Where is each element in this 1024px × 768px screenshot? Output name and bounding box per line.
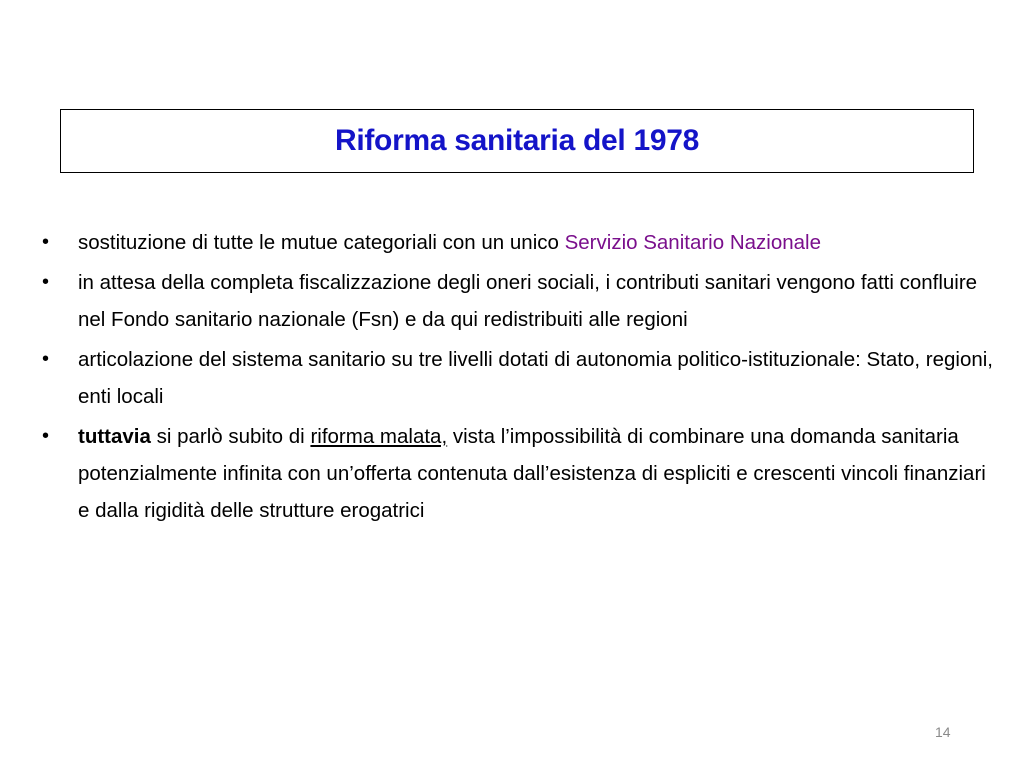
bullet-list [40,224,1000,532]
bullet-item-4 [40,418,1000,529]
bullet-3-text: articolazione del sistema sanitario su tre livelli dotati di autonomia politico-istituzionale: Stato, regioni, enti locali [78,348,993,408]
bullet-4-text-b: vista l’impossibilità di combinare una domanda sanitaria potenzialmente infinita con un’offerta contenuta dall’esistenza di espliciti e crescenti vincoli finanziari e dalla rigidità delle strutture erogatrici [78,425,986,522]
bullet-item-1 [40,224,1000,261]
page-number: 14 [935,724,951,740]
bullet-dot-icon: • [42,231,50,253]
bullet-item-3 [40,341,1000,415]
bullet-dot-icon: • [42,348,50,370]
bullet-dot-icon: • [42,271,50,293]
bullet-4-text-a: si parlò subito di [150,425,311,448]
bullet-1-text: sostituzione di tutte le mutue categoriali con un unico [78,231,565,254]
bullet-4-underlined: riforma malata, [310,425,448,448]
bullet-2-text: in attesa della completa fiscalizzazione degli oneri sociali, i contributi sanitari vengono fatti confluire nel Fondo sanitario nazionale (Fsn) e da qui redistribuiti alle regioni [78,271,978,331]
bullet-item-2 [40,264,1000,338]
bullet-1-highlight: Servizio Sanitario Nazionale [564,231,821,254]
slide-title: Riforma sanitaria del 1978 [334,124,700,157]
bullet-dot-icon: • [42,425,50,447]
bullet-4-bold: tuttavia [78,425,151,448]
title-box [60,109,974,173]
